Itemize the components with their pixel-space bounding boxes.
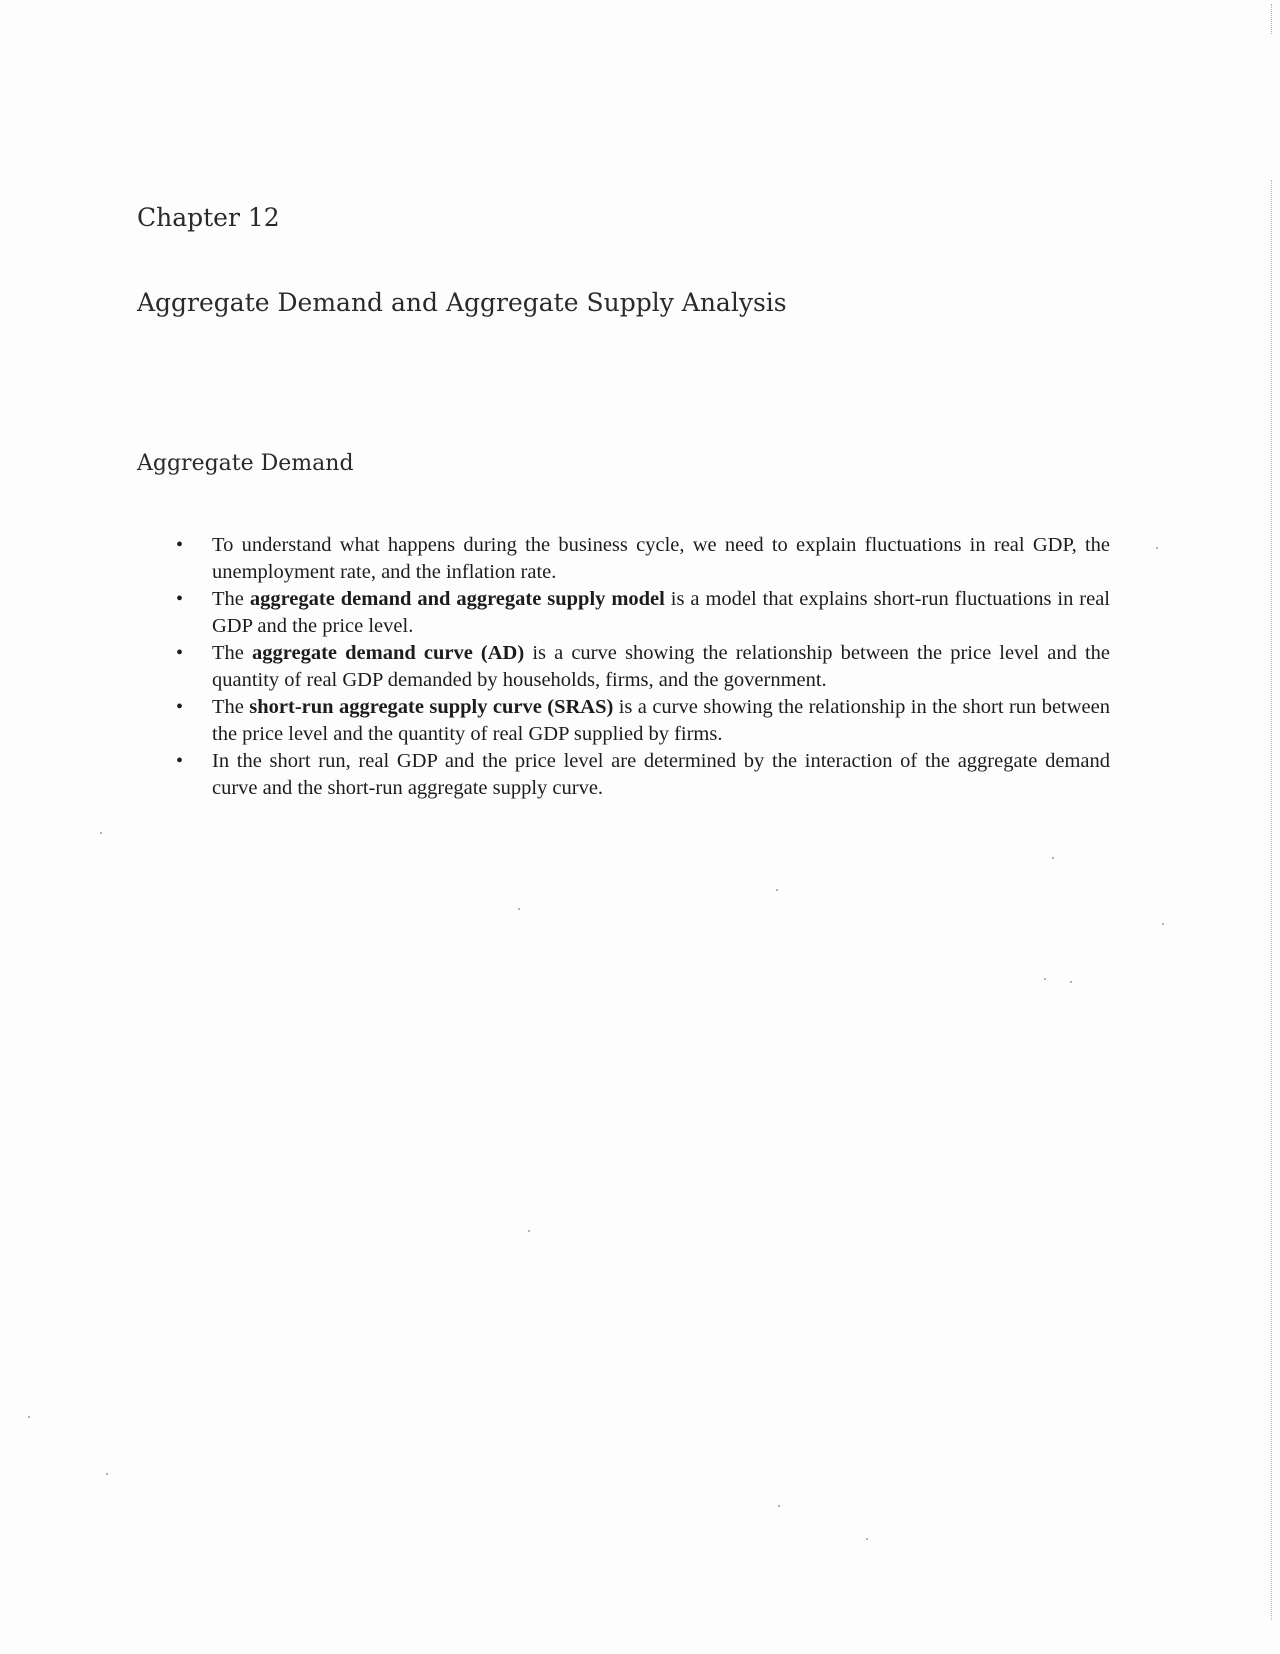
bullet-marker: • (176, 588, 184, 610)
scan-speck (776, 889, 778, 891)
scan-speck (1162, 923, 1164, 925)
scan-speck (1044, 978, 1046, 980)
bullet-text: The (212, 642, 252, 664)
list-item (176, 748, 1110, 802)
scan-speck (28, 1416, 30, 1418)
bullet-marker: • (176, 750, 184, 772)
list-item (176, 586, 1110, 640)
scan-speck (528, 1230, 530, 1232)
scan-edge-mark (1271, 180, 1272, 1620)
list-item (176, 694, 1110, 748)
bullet-text: is a model that explains short-run fluctuations in real GDP and the price level. (212, 588, 1110, 637)
scan-speck (100, 832, 102, 834)
scan-speck (518, 908, 520, 910)
scan-edge-mark (1271, 4, 1272, 34)
bullet-term: aggregate demand and aggregate supply model (249, 588, 665, 610)
bullet-marker: • (176, 696, 184, 718)
list-item (176, 532, 1110, 586)
chapter-title: Aggregate Demand and Aggregate Supply Analysis (137, 288, 787, 317)
bullet-text: In the short run, real GDP and the price level are determined by the interaction of the aggregate demand curve and the short-run aggregate supply curve. (212, 750, 1110, 799)
bullet-text: The (212, 588, 250, 610)
scan-speck (1070, 981, 1072, 983)
bullet-marker: • (176, 534, 184, 556)
bullet-text: To understand what happens during the business cycle, we need to explain fluctuations in real GDP, the unemployment rate, and the inflation rate. (212, 534, 1110, 583)
scan-speck (1052, 857, 1054, 859)
scan-speck (106, 1473, 108, 1475)
section-heading: Aggregate Demand (137, 451, 354, 476)
scan-speck (1156, 547, 1158, 549)
list-item (176, 640, 1110, 694)
bullet-list (176, 532, 1110, 802)
scan-speck (778, 1505, 780, 1507)
bullet-text: is a curve showing the relationship between the price level and the quantity of real GDP demanded by households, firms, and the government. (212, 642, 1111, 691)
scan-speck (866, 1538, 868, 1540)
bullet-marker: • (176, 642, 184, 664)
bullet-text: The (212, 696, 250, 718)
bullet-term: aggregate demand curve (AD) (252, 642, 525, 664)
bullet-text: is a curve showing the relationship in the short run between the price level and the quantity of real GDP supplied by firms. (212, 696, 1110, 745)
chapter-label: Chapter 12 (137, 203, 280, 232)
bullet-term: short-run aggregate supply curve (SRAS) (249, 696, 614, 718)
